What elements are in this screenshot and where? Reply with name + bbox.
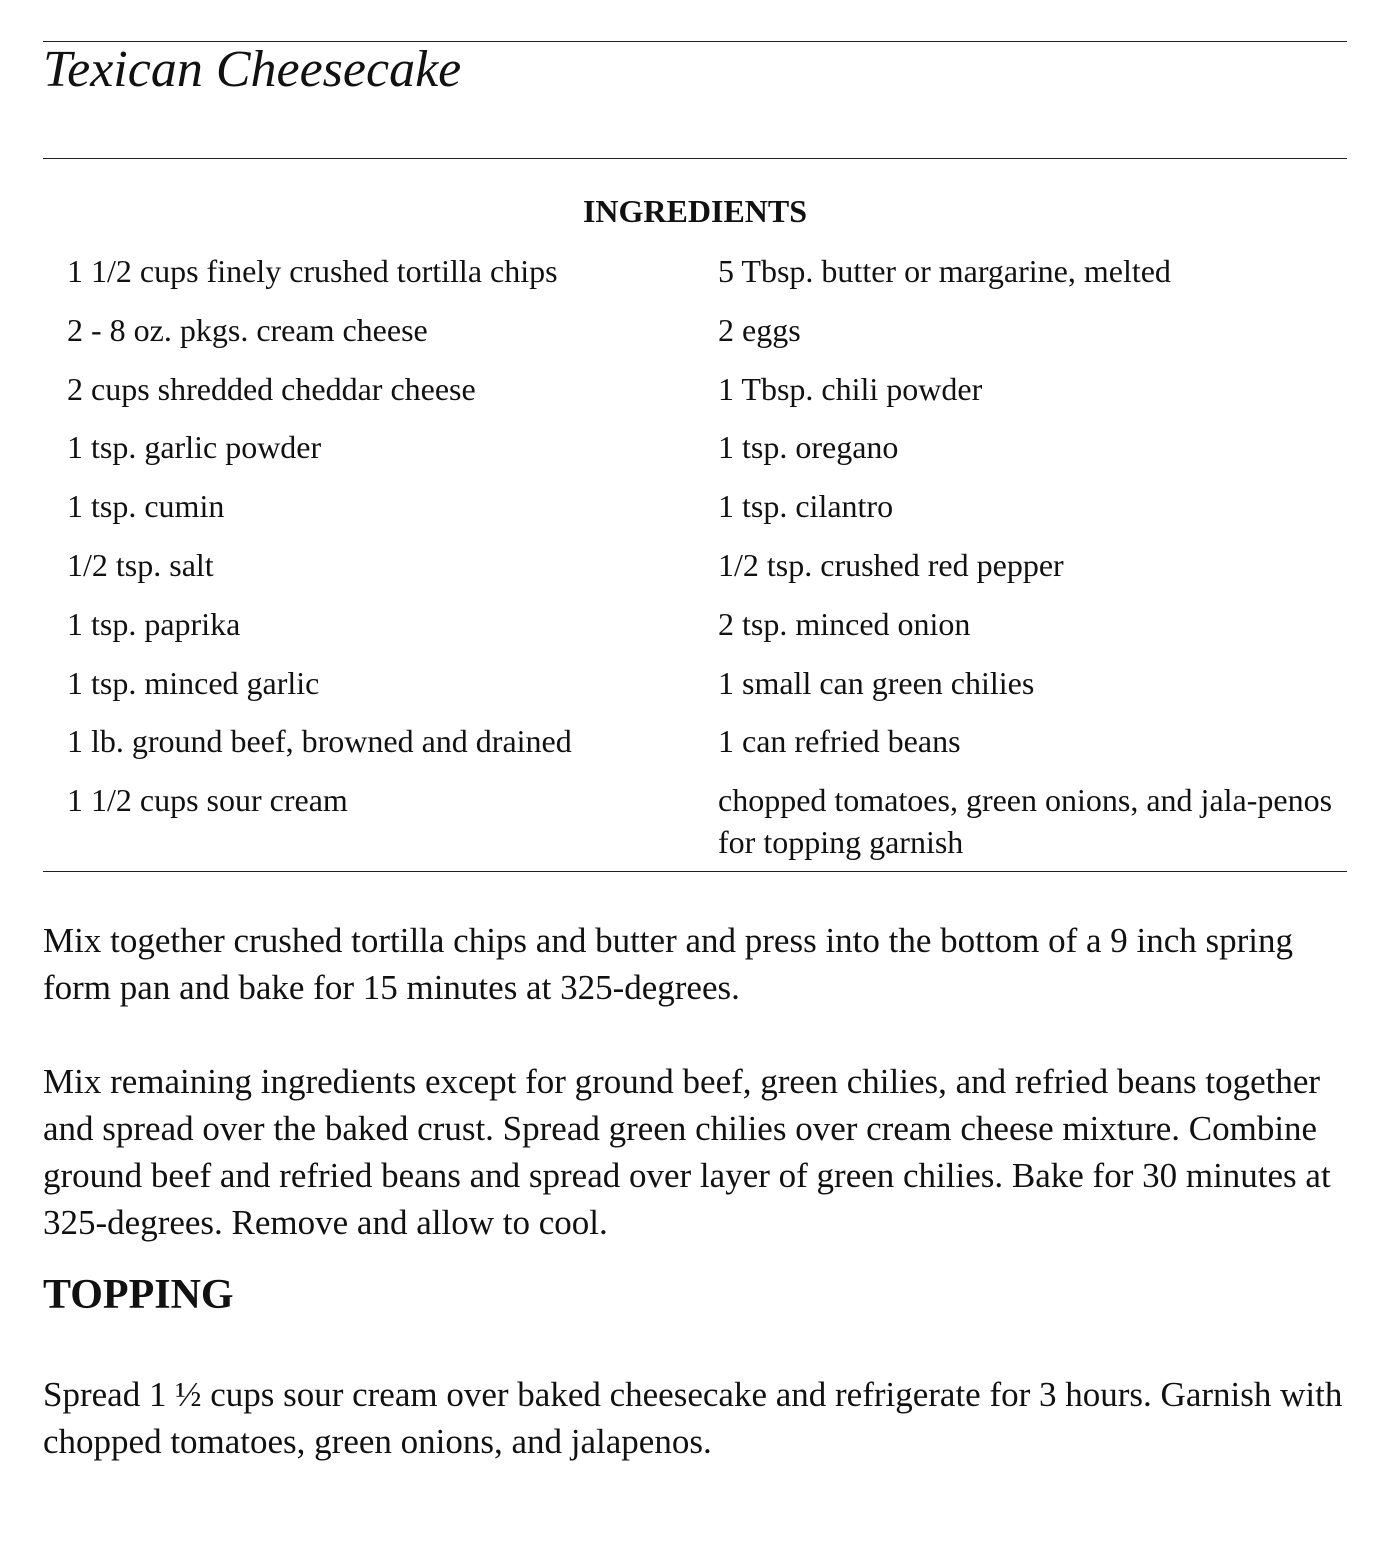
ingredient-item: 2 eggs <box>718 311 801 348</box>
title-divider <box>43 158 1347 159</box>
ingredient-item: 1 tsp. cilantro <box>718 488 894 525</box>
ingredient-item: 1 tsp. garlic powder <box>67 429 322 466</box>
ingredients-list-right <box>718 252 1338 863</box>
ingredient-item: 1 can refried beans <box>718 723 961 760</box>
ingredient-item: 1 tsp. oregano <box>718 429 899 466</box>
ingredient-item: 1 1/2 cups sour cream <box>67 782 348 819</box>
ingredient-item: 5 Tbsp. butter or margarine, melted <box>718 253 1171 289</box>
topping-heading: TOPPING <box>43 1272 234 1318</box>
ingredient-item: 1 small can green chilies <box>718 664 1035 701</box>
ingredients-divider <box>43 871 1347 872</box>
ingredient-item: 1 tsp. minced garlic <box>67 664 320 701</box>
ingredient-item: 2 cups shredded cheddar cheese <box>67 370 476 407</box>
ingredients-heading: INGREDIENTS <box>582 193 808 229</box>
ingredient-item: 1/2 tsp. salt <box>67 546 214 583</box>
ingredient-item: chopped tomatoes, green onions, and jala-penos for topping garnish <box>718 782 1333 861</box>
ingredient-item: 2 tsp. minced onion <box>718 605 971 642</box>
ingredient-item: 1 tsp. cumin <box>67 488 225 525</box>
ingredient-item: 1 Tbsp. chili powder <box>718 370 983 407</box>
ingredient-item: 1/2 tsp. crushed red pepper <box>718 546 1064 583</box>
topping-paragraph: Spread 1 ½ cups sour cream over baked cheesecake and refrigerate for 3 hours. Garnish with chopped tomatoes, green onions, and jalapenos. <box>43 1375 1343 1461</box>
ingredients-list-left <box>67 252 687 840</box>
ingredient-item: 1 lb. ground beef, browned and drained <box>67 723 572 760</box>
recipe-title: Texican Cheesecake <box>43 41 462 98</box>
ingredient-item: 2 - 8 oz. pkgs. cream cheese <box>67 311 428 348</box>
instruction-paragraph: Mix together crushed tortilla chips and butter and press into the bottom of a 9 inch spring form pan and bake for 15 minutes at 325-degrees. <box>43 921 1294 1007</box>
ingredient-item: 1 1/2 cups finely crushed tortilla chips <box>67 253 558 289</box>
ingredient-item: 1 tsp. paprika <box>67 605 241 642</box>
instruction-paragraph: Mix remaining ingredients except for ground beef, green chilies, and refried beans together and spread over the baked crust. Spread green chilies over cream cheese mixture. Combine ground beef and refried beans and spread over layer of green chilies. Bake for 30 minutes at 325-degrees. Remove and allow to cool. <box>43 1062 1331 1242</box>
